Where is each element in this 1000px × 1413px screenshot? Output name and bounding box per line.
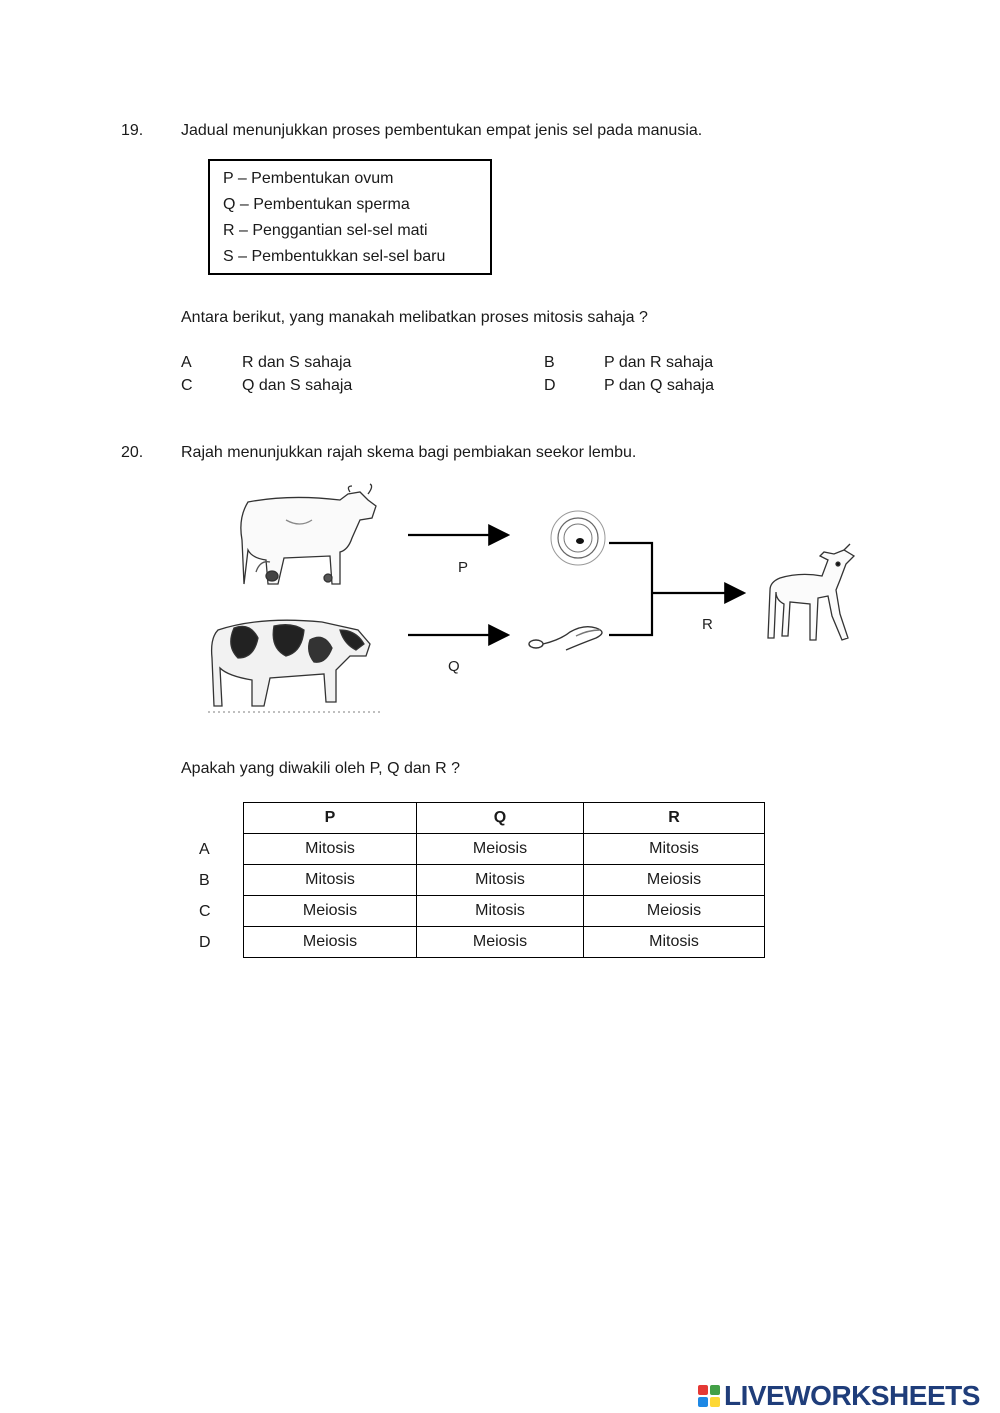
reproduction-diagram — [200, 480, 870, 720]
table-cell: Meiosis — [584, 865, 765, 896]
q19-option-b-letter: B — [544, 354, 555, 371]
q20-stem: Rajah menunjukkan rajah skema bagi pembiakan seekor lembu. — [181, 444, 637, 461]
bull-illustration — [241, 484, 376, 584]
table-row[interactable] — [244, 834, 765, 865]
q20-number: 20. — [121, 444, 144, 461]
q19-option-a-letter: A — [181, 354, 192, 371]
liveworksheets-logo[interactable] — [698, 1380, 980, 1412]
logo-mark-icon — [698, 1385, 720, 1407]
calf-illustration — [768, 544, 854, 640]
q20-question: Apakah yang diwakili oleh P, Q dan R ? — [181, 760, 460, 777]
label-q: Q — [448, 658, 460, 675]
table-cell: Meiosis — [584, 896, 765, 927]
q19-stem: Jadual menunjukkan proses pembentukan empat jenis sel pada manusia. — [181, 122, 703, 139]
q19-number: 19. — [121, 122, 144, 139]
box-line-q: Q – Pembentukan sperma — [223, 196, 410, 213]
table-cell: Meiosis — [244, 896, 417, 927]
box-line-s: S – Pembentukkan sel-sel baru — [223, 248, 446, 265]
table-cell: Mitosis — [417, 865, 584, 896]
row-label-a: A — [199, 841, 210, 858]
table-cell: Meiosis — [244, 927, 417, 958]
logo-square-icon — [698, 1397, 708, 1407]
sperm-illustration — [529, 627, 602, 650]
table-cell: Mitosis — [244, 865, 417, 896]
table-header-row — [244, 803, 765, 834]
cow-illustration — [208, 620, 380, 712]
q19-option-a-text[interactable]: R dan S sahaja — [242, 354, 352, 371]
q19-process-box — [208, 159, 492, 275]
table-cell: Meiosis — [417, 927, 584, 958]
table-row[interactable] — [244, 896, 765, 927]
table-cell: Mitosis — [584, 834, 765, 865]
q19-question: Antara berikut, yang manakah melibatkan proses mitosis sahaja ? — [181, 309, 648, 326]
header-p: P — [244, 803, 417, 834]
box-line-r: R – Penggantian sel-sel mati — [223, 222, 428, 239]
label-p: P — [458, 559, 469, 576]
table-cell: Meiosis — [417, 834, 584, 865]
row-label-d: D — [199, 934, 211, 951]
header-r: R — [584, 803, 765, 834]
logo-square-icon — [710, 1397, 720, 1407]
row-label-c: C — [199, 903, 211, 920]
logo-square-icon — [698, 1385, 708, 1395]
q19-option-d-text[interactable]: P dan Q sahaja — [604, 377, 715, 394]
table-cell: Mitosis — [584, 927, 765, 958]
logo-text: LIVEWORKSHEETS — [724, 1380, 980, 1411]
row-label-b: B — [199, 872, 210, 889]
table-cell: Mitosis — [417, 896, 584, 927]
answer-table — [243, 802, 765, 958]
ovum-illustration — [551, 511, 605, 565]
q19-option-c-text[interactable]: Q dan S sahaja — [242, 377, 353, 394]
table-row[interactable] — [244, 927, 765, 958]
logo-square-icon — [710, 1385, 720, 1395]
q19-option-d-letter: D — [544, 377, 556, 394]
q19-option-c-letter: C — [181, 377, 193, 394]
fertilisation-bracket — [609, 543, 652, 635]
header-q: Q — [417, 803, 584, 834]
table-row[interactable] — [244, 865, 765, 896]
table-cell: Mitosis — [244, 834, 417, 865]
label-r: R — [702, 616, 713, 633]
q19-option-b-text[interactable]: P dan R sahaja — [604, 354, 714, 371]
box-line-p: P – Pembentukan ovum — [223, 170, 394, 187]
